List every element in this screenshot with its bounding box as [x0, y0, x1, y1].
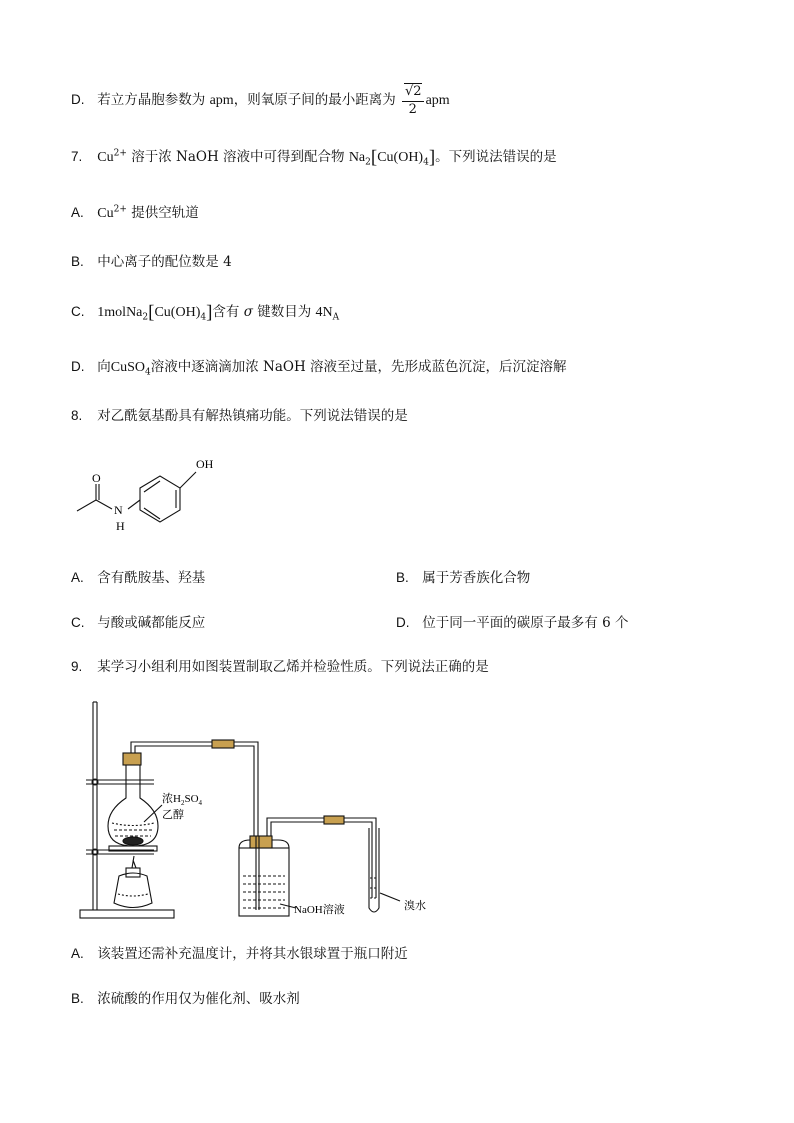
option-label: D.: [71, 92, 85, 107]
q8-option-c: C. 与酸或碱都能反应: [71, 615, 206, 631]
fraction: $\frac{√2}{2}$: [402, 83, 424, 118]
q8-stem: 8. 对乙酰氨基酚具有解热镇痛功能。下列说法错误的是: [71, 408, 408, 424]
q8-option-d: D. 位于同一平面的碳原子最多有 6 个: [396, 615, 629, 631]
label-bromine-water: 溴水: [404, 900, 426, 912]
q7-option-d: D. 向CuSO$_4$溶液中逐滴滴加浓 NaOH 溶液至过量，先形成蓝色沉淀，后沉淀溶解: [71, 359, 567, 378]
label-ethanol: 乙醇: [162, 809, 184, 821]
ethylene-apparatus-diagram: [74, 698, 444, 923]
q9-stem: 9. 某学习小组利用如图装置制取乙烯并检验性质。下列说法正确的是: [71, 659, 489, 675]
q8-option-a: A. 含有酰胺基、羟基: [71, 570, 206, 586]
q6-option-d: D. 若立方晶胞参数为 apm，则氧原子间的最小距离为 $\frac{√2}{2}$ apm: [71, 84, 450, 117]
atom-h: H: [116, 519, 125, 533]
label-conc-sulfuric-acid: 浓$H_2SO_4$: [162, 793, 203, 807]
q9-option-b: B. 浓硫酸的作用仅为催化剂、吸水剂: [71, 991, 300, 1007]
q7-option-b: B. 中心离子的配位数是 4: [71, 254, 232, 270]
acetaminophen-structure: [70, 452, 230, 537]
q7-option-a: A. $Cu^{2+}$ 提供空轨道: [71, 204, 199, 221]
q8-option-b: B. 属于芳香族化合物: [396, 570, 531, 586]
q7-stem: 7. $Cu^{2+}$ 溶于浓 NaOH 溶液中可得到配合物 $Na_2[Cu(OH)_4]$。下列说法错误的是: [71, 147, 557, 168]
stand-base: [80, 910, 174, 918]
q9-option-a: A. 该装置还需补充温度计，并将其水银球置于瓶口附近: [71, 946, 408, 962]
atom-o: O: [92, 471, 101, 485]
atom-n: N: [114, 503, 123, 517]
label-naoh-solution: NaOH溶液: [294, 904, 345, 916]
q7-option-c: C. $1molNa_2[Cu(OH)_4]$含有 σ 键数目为 $4N_A$: [71, 302, 340, 323]
atom-oh: OH: [196, 457, 214, 471]
